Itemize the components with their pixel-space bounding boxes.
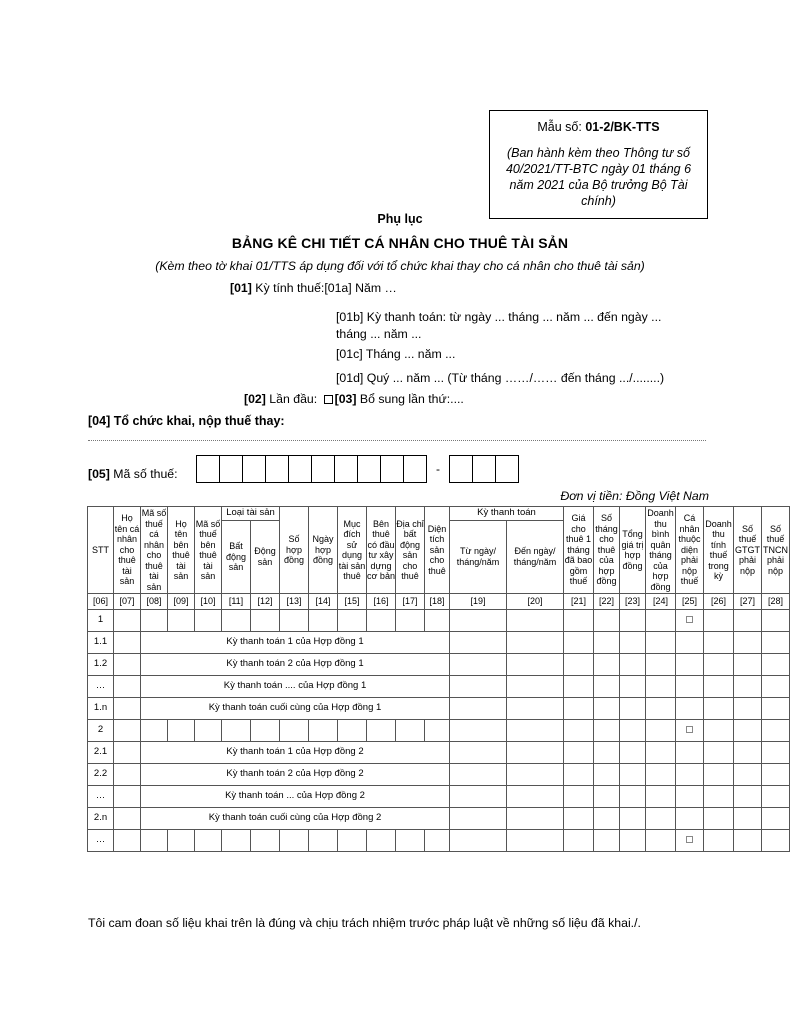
row-stt[interactable]: 1.n	[88, 698, 114, 720]
column-code-17: [17]	[396, 594, 425, 610]
cell-10[interactable]	[195, 720, 222, 742]
cell-17[interactable]	[396, 720, 425, 742]
line-01b-payment-period: [01b] Kỳ thanh toán: từ ngày ... tháng ... năm ... đến ngày ... tháng ... năm ...	[336, 310, 662, 341]
col-head-09: Họ tên bên thuê tài sản	[168, 507, 195, 594]
cell-21[interactable]	[564, 632, 594, 654]
cell-27[interactable]	[734, 720, 762, 742]
row-stt[interactable]: …	[88, 676, 114, 698]
cell-23[interactable]	[620, 786, 646, 808]
cell-18[interactable]	[425, 830, 450, 852]
cell-19[interactable]	[450, 786, 507, 808]
cell-16[interactable]	[367, 830, 396, 852]
line-01d-quarter: [01d] Quý ... năm ... (Từ tháng ……/…… đến tháng .../........)	[336, 371, 665, 385]
cell-20[interactable]	[507, 632, 564, 654]
page-subtitle: (Kèm theo tờ khai 01/TTS áp dụng đối với tổ chức khai thay cho cá nhân cho thuê tài sản)	[155, 259, 645, 273]
cell-22[interactable]	[594, 632, 620, 654]
cell-24[interactable]	[646, 786, 676, 808]
cell-20[interactable]	[507, 654, 564, 676]
cell-22[interactable]	[594, 742, 620, 764]
column-code-22: [22]	[594, 594, 620, 610]
cell-08[interactable]	[141, 720, 168, 742]
cell-24[interactable]	[646, 830, 676, 852]
cell-27[interactable]	[734, 830, 762, 852]
cell-07[interactable]	[114, 808, 141, 830]
cell-28[interactable]	[762, 610, 790, 632]
tax-code-suffix-cell-2[interactable]	[472, 455, 496, 483]
table-row[interactable]	[88, 632, 790, 654]
group-head-ky-thanh-toan: Kỳ thanh toán	[450, 507, 564, 521]
cell-17[interactable]	[396, 610, 425, 632]
tax-code-cell-1[interactable]	[196, 455, 220, 483]
cell-22[interactable]	[594, 786, 620, 808]
cell-28[interactable]	[762, 720, 790, 742]
col-head-06: STT	[88, 507, 114, 594]
cell-13[interactable]	[280, 720, 309, 742]
cell-26[interactable]	[704, 610, 734, 632]
col-head-20: Đến ngày/ tháng/năm	[507, 520, 564, 594]
column-code-07: [07]	[114, 594, 141, 610]
col-head-18: Diện tích sản cho thuê	[425, 507, 450, 594]
cell-23[interactable]	[620, 764, 646, 786]
cell-22[interactable]	[594, 654, 620, 676]
cell-10[interactable]	[195, 830, 222, 852]
cell-27[interactable]	[734, 632, 762, 654]
cell-14[interactable]	[309, 610, 338, 632]
cell-23[interactable]	[620, 654, 646, 676]
cell-09[interactable]	[168, 720, 195, 742]
cell-23[interactable]	[620, 742, 646, 764]
cell-24[interactable]	[646, 632, 676, 654]
form-number-box	[489, 110, 708, 219]
tax-code-cell-4[interactable]	[265, 455, 289, 483]
cell-10[interactable]	[195, 610, 222, 632]
row-period-description[interactable]: Kỳ thanh toán 2 của Hợp đồng 1	[141, 654, 450, 676]
currency-unit-note: Đơn vị tiền: Đồng Việt Nam	[560, 489, 709, 503]
column-code-21: [21]	[564, 594, 594, 610]
cell-21[interactable]	[564, 830, 594, 852]
tax-code-cell-3[interactable]	[242, 455, 266, 483]
cell-22[interactable]	[594, 676, 620, 698]
line-02-label: Lần đầu:	[269, 392, 318, 406]
cell-21[interactable]	[564, 786, 594, 808]
line-01-code: [01]	[230, 281, 252, 295]
detail-table	[87, 506, 790, 852]
tax-code-suffix-cell-3[interactable]	[495, 455, 519, 483]
line-02-03-row	[244, 392, 464, 406]
cell-19[interactable]	[450, 698, 507, 720]
cell-23[interactable]	[620, 830, 646, 852]
cell-26[interactable]	[704, 830, 734, 852]
tax-code-boxes[interactable]	[196, 455, 519, 483]
col-head-07: Họ tên cá nhân cho thuê tài sản	[114, 507, 141, 594]
cell-24[interactable]	[646, 676, 676, 698]
form-number-code: 01-2/BK-TTS	[585, 120, 660, 134]
column-code-18: [18]	[425, 594, 450, 610]
cell-07[interactable]	[114, 742, 141, 764]
taxable-person-checkbox[interactable]	[686, 616, 693, 623]
column-code-19: [19]	[450, 594, 507, 610]
cell-14[interactable]	[309, 830, 338, 852]
cell-23[interactable]	[620, 632, 646, 654]
cell-21[interactable]	[564, 808, 594, 830]
cell-07[interactable]	[114, 654, 141, 676]
tax-code-separator: -	[436, 462, 440, 476]
declaration-footer-note: Tôi cam đoan số liệu khai trên là đúng và chịu trách nhiệm trước pháp luật về những số liệu đã khai./.	[88, 916, 641, 930]
cell-12[interactable]	[251, 610, 280, 632]
cell-25[interactable]	[676, 720, 704, 742]
cell-24[interactable]	[646, 610, 676, 632]
row-period-description[interactable]: Kỳ thanh toán 2 của Hợp đồng 2	[141, 764, 450, 786]
cell-15[interactable]	[338, 720, 367, 742]
cell-25[interactable]	[676, 654, 704, 676]
header-row-groups	[88, 507, 790, 521]
cell-21[interactable]	[564, 720, 594, 742]
tax-code-main-group[interactable]	[196, 455, 427, 483]
col-head-08: Mã số thuế cá nhân cho thuê tài sản	[141, 508, 167, 592]
row-period-description[interactable]: Kỳ thanh toán ... của Hợp đồng 2	[141, 786, 450, 808]
table-row[interactable]	[88, 786, 790, 808]
line-05-code: [05]	[88, 467, 110, 481]
cell-27[interactable]	[734, 610, 762, 632]
cell-20[interactable]	[507, 742, 564, 764]
column-code-27: [27]	[734, 594, 762, 610]
form-number-label: Mẫu số:	[537, 120, 582, 134]
table-row[interactable]	[88, 676, 790, 698]
cell-19[interactable]	[450, 632, 507, 654]
column-code-06: [06]	[88, 594, 114, 610]
col-head-14: Ngày hợp đồng	[309, 507, 338, 594]
cell-25[interactable]	[676, 610, 704, 632]
cell-13[interactable]	[280, 830, 309, 852]
cell-07[interactable]	[114, 764, 141, 786]
column-code-25: [25]	[676, 594, 704, 610]
tax-code-cell-7[interactable]	[334, 455, 358, 483]
cell-25[interactable]	[676, 632, 704, 654]
cell-21[interactable]	[564, 610, 594, 632]
cell-22[interactable]	[594, 808, 620, 830]
cell-27[interactable]	[734, 786, 762, 808]
cell-20[interactable]	[507, 720, 564, 742]
col-head-19: Từ ngày/ tháng/năm	[450, 520, 507, 594]
cell-22[interactable]	[594, 764, 620, 786]
cell-28[interactable]	[762, 830, 790, 852]
cell-25[interactable]	[676, 698, 704, 720]
cell-07[interactable]	[114, 632, 141, 654]
cell-28[interactable]	[762, 742, 790, 764]
table-header	[88, 507, 790, 610]
taxable-person-checkbox[interactable]	[686, 726, 693, 733]
row-stt[interactable]: 1.2	[88, 654, 114, 676]
column-code-row	[88, 594, 790, 610]
cell-20[interactable]	[507, 764, 564, 786]
column-code-12: [12]	[251, 594, 280, 610]
cell-21[interactable]	[564, 654, 594, 676]
cell-22[interactable]	[594, 610, 620, 632]
cell-21[interactable]	[564, 698, 594, 720]
col-head-15: Mục đích sử dụng tài sản thuê	[338, 507, 367, 594]
table-row[interactable]	[88, 742, 790, 764]
cell-23[interactable]	[620, 720, 646, 742]
cell-23[interactable]	[620, 676, 646, 698]
cell-19[interactable]	[450, 676, 507, 698]
tax-code-cell-9[interactable]	[380, 455, 404, 483]
cell-20[interactable]	[507, 676, 564, 698]
table-row[interactable]	[88, 720, 790, 742]
row-period-description[interactable]: Kỳ thanh toán 1 của Hợp đồng 1	[141, 632, 450, 654]
cell-23[interactable]	[620, 808, 646, 830]
line-03-code: [03]	[334, 392, 357, 406]
table-row[interactable]	[88, 610, 790, 632]
tax-code-suffix-group[interactable]	[449, 455, 519, 483]
cell-28[interactable]	[762, 786, 790, 808]
col-head-26: Doanh thu tính thuế trong kỳ	[704, 507, 734, 594]
column-code-23: [23]	[620, 594, 646, 610]
column-code-20: [20]	[507, 594, 564, 610]
cell-21[interactable]	[564, 676, 594, 698]
cell-08[interactable]	[141, 610, 168, 632]
cell-11[interactable]	[222, 610, 251, 632]
cell-19[interactable]	[450, 830, 507, 852]
cell-07[interactable]	[114, 698, 141, 720]
cell-07[interactable]	[114, 786, 141, 808]
table-row[interactable]	[88, 698, 790, 720]
cell-25[interactable]	[676, 786, 704, 808]
tax-code-cell-8[interactable]	[357, 455, 381, 483]
cell-26[interactable]	[704, 742, 734, 764]
group-head-loai-tai-san: Loại tài sản	[222, 507, 280, 521]
detail-table-wrapper	[87, 506, 790, 852]
cell-17[interactable]	[396, 830, 425, 852]
cell-28[interactable]	[762, 654, 790, 676]
column-code-09: [09]	[168, 594, 195, 610]
cell-25[interactable]	[676, 742, 704, 764]
cell-19[interactable]	[450, 610, 507, 632]
cell-25[interactable]	[676, 830, 704, 852]
cell-27[interactable]	[734, 654, 762, 676]
col-head-28: Số thuế TNCN phải nộp	[762, 507, 790, 594]
cell-20[interactable]	[507, 698, 564, 720]
cell-12[interactable]	[251, 720, 280, 742]
line-03-label: Bổ sung lần thứ:....	[359, 392, 464, 406]
cell-09[interactable]	[168, 830, 195, 852]
cell-26[interactable]	[704, 808, 734, 830]
page-title: BẢNG KÊ CHI TIẾT CÁ NHÂN CHO THUÊ TÀI SẢN	[231, 235, 569, 251]
line-02-code: [02]	[244, 392, 266, 406]
appendix-label: Phụ lục	[377, 212, 423, 226]
col-head-17: Địa chỉ bất động sản cho thuê	[396, 507, 425, 594]
line-05-label-row	[88, 467, 178, 481]
cell-25[interactable]	[676, 676, 704, 698]
cell-26[interactable]	[704, 764, 734, 786]
cell-20[interactable]	[507, 786, 564, 808]
row-stt[interactable]: …	[88, 830, 114, 852]
col-head-11: Bất động sản	[222, 520, 251, 594]
col-head-23: Tổng giá trị hợp đồng	[620, 507, 646, 594]
cell-18[interactable]	[425, 720, 450, 742]
column-code-24: [24]	[646, 594, 676, 610]
line-01-tax-period	[230, 281, 397, 295]
row-stt[interactable]: 2	[88, 720, 114, 742]
cell-26[interactable]	[704, 720, 734, 742]
column-code-13: [13]	[280, 594, 309, 610]
cell-08[interactable]	[141, 830, 168, 852]
cell-13[interactable]	[280, 610, 309, 632]
table-row[interactable]	[88, 830, 790, 852]
cell-22[interactable]	[594, 698, 620, 720]
cell-24[interactable]	[646, 654, 676, 676]
row-period-description[interactable]: Kỳ thanh toán cuối cùng của Hợp đồng 1	[141, 698, 450, 720]
cell-28[interactable]	[762, 676, 790, 698]
tax-code-suffix-cell-1[interactable]	[449, 455, 473, 483]
table-row[interactable]	[88, 654, 790, 676]
cell-20[interactable]	[507, 808, 564, 830]
line-05-label: Mã số thuế:	[113, 467, 178, 481]
taxable-person-checkbox[interactable]	[686, 836, 693, 843]
cell-19[interactable]	[450, 720, 507, 742]
col-head-12: Động sản	[251, 520, 280, 594]
cell-20[interactable]	[507, 610, 564, 632]
row-stt[interactable]: 2.n	[88, 808, 114, 830]
col-head-25: Cá nhân thuộc diện phải nộp thuế	[676, 507, 704, 594]
col-head-24: Doanh thu bình quân tháng của hợp đồng	[647, 508, 674, 592]
cell-25[interactable]	[676, 764, 704, 786]
row-period-description[interactable]: Kỳ thanh toán .... của Hợp đồng 1	[141, 676, 450, 698]
cell-26[interactable]	[704, 654, 734, 676]
cell-23[interactable]	[620, 698, 646, 720]
cell-24[interactable]	[646, 720, 676, 742]
cell-27[interactable]	[734, 676, 762, 698]
cell-28[interactable]	[762, 632, 790, 654]
cell-09[interactable]	[168, 610, 195, 632]
form-number-line	[496, 119, 701, 136]
cell-27[interactable]	[734, 698, 762, 720]
cell-19[interactable]	[450, 654, 507, 676]
cell-28[interactable]	[762, 808, 790, 830]
cell-18[interactable]	[425, 610, 450, 632]
table-body	[88, 610, 790, 852]
col-head-10: Mã số thuế bên thuê tài sản	[195, 507, 222, 594]
cell-19[interactable]	[450, 764, 507, 786]
column-code-28: [28]	[762, 594, 790, 610]
first-time-checkbox[interactable]	[324, 395, 333, 404]
cell-15[interactable]	[338, 610, 367, 632]
row-stt[interactable]: 2.2	[88, 764, 114, 786]
column-code-08: [08]	[141, 594, 168, 610]
cell-07[interactable]	[114, 720, 141, 742]
line-01-text: Kỳ tính thuế:[01a] Năm …	[255, 281, 397, 295]
column-code-16: [16]	[367, 594, 396, 610]
cell-27[interactable]	[734, 742, 762, 764]
cell-26[interactable]	[704, 786, 734, 808]
cell-19[interactable]	[450, 808, 507, 830]
col-head-22: Số tháng cho thuê của hợp đồng	[594, 507, 620, 594]
cell-25[interactable]	[676, 808, 704, 830]
organization-name-fill-line[interactable]	[88, 440, 706, 441]
cell-23[interactable]	[620, 610, 646, 632]
row-stt[interactable]: 1.1	[88, 632, 114, 654]
tax-code-cell-2[interactable]	[219, 455, 243, 483]
line-01c-month: [01c] Tháng ... năm ...	[336, 347, 456, 361]
tax-code-cell-6[interactable]	[311, 455, 335, 483]
cell-16[interactable]	[367, 610, 396, 632]
cell-27[interactable]	[734, 764, 762, 786]
cell-15[interactable]	[338, 830, 367, 852]
cell-24[interactable]	[646, 742, 676, 764]
cell-26[interactable]	[704, 676, 734, 698]
column-code-11: [11]	[222, 594, 251, 610]
cell-07[interactable]	[114, 610, 141, 632]
cell-16[interactable]	[367, 720, 396, 742]
cell-07[interactable]	[114, 830, 141, 852]
column-code-14: [14]	[309, 594, 338, 610]
cell-26[interactable]	[704, 698, 734, 720]
col-head-21: Giá cho thuê 1 tháng đã bao gồm thuế	[564, 507, 594, 594]
cell-26[interactable]	[704, 632, 734, 654]
col-head-27: Số thuế GTGT phải nộp	[734, 507, 762, 594]
row-period-description[interactable]: Kỳ thanh toán 1 của Hợp đồng 2	[141, 742, 450, 764]
row-stt[interactable]: 1	[88, 610, 114, 632]
cell-22[interactable]	[594, 830, 620, 852]
col-head-13: Số hợp đồng	[280, 507, 309, 594]
cell-14[interactable]	[309, 720, 338, 742]
column-code-15: [15]	[338, 594, 367, 610]
cell-24[interactable]	[646, 808, 676, 830]
cell-27[interactable]	[734, 808, 762, 830]
form-issued-note: (Ban hành kèm theo Thông tư số 40/2021/TT-BTC ngày 01 tháng 6 năm 2021 của Bộ trưởng Bộ Tài chính)	[505, 146, 692, 208]
col-head-16: Bên thuê có đầu tư xây dựng cơ bản	[367, 507, 396, 594]
tax-code-cell-10[interactable]	[403, 455, 427, 483]
cell-22[interactable]	[594, 720, 620, 742]
cell-12[interactable]	[251, 830, 280, 852]
cell-07[interactable]	[114, 676, 141, 698]
cell-11[interactable]	[222, 830, 251, 852]
table-row[interactable]	[88, 808, 790, 830]
cell-24[interactable]	[646, 764, 676, 786]
row-stt[interactable]: 2.1	[88, 742, 114, 764]
row-stt[interactable]: …	[88, 786, 114, 808]
cell-21[interactable]	[564, 742, 594, 764]
cell-24[interactable]	[646, 698, 676, 720]
cell-21[interactable]	[564, 764, 594, 786]
cell-28[interactable]	[762, 698, 790, 720]
cell-11[interactable]	[222, 720, 251, 742]
row-period-description[interactable]: Kỳ thanh toán cuối cùng của Hợp đồng 2	[141, 808, 450, 830]
column-code-26: [26]	[704, 594, 734, 610]
cell-28[interactable]	[762, 764, 790, 786]
line-04-organization: [04] Tổ chức khai, nộp thuế thay:	[88, 414, 285, 428]
cell-19[interactable]	[450, 742, 507, 764]
cell-20[interactable]	[507, 830, 564, 852]
tax-code-cell-5[interactable]	[288, 455, 312, 483]
table-row[interactable]	[88, 764, 790, 786]
column-code-10: [10]	[195, 594, 222, 610]
